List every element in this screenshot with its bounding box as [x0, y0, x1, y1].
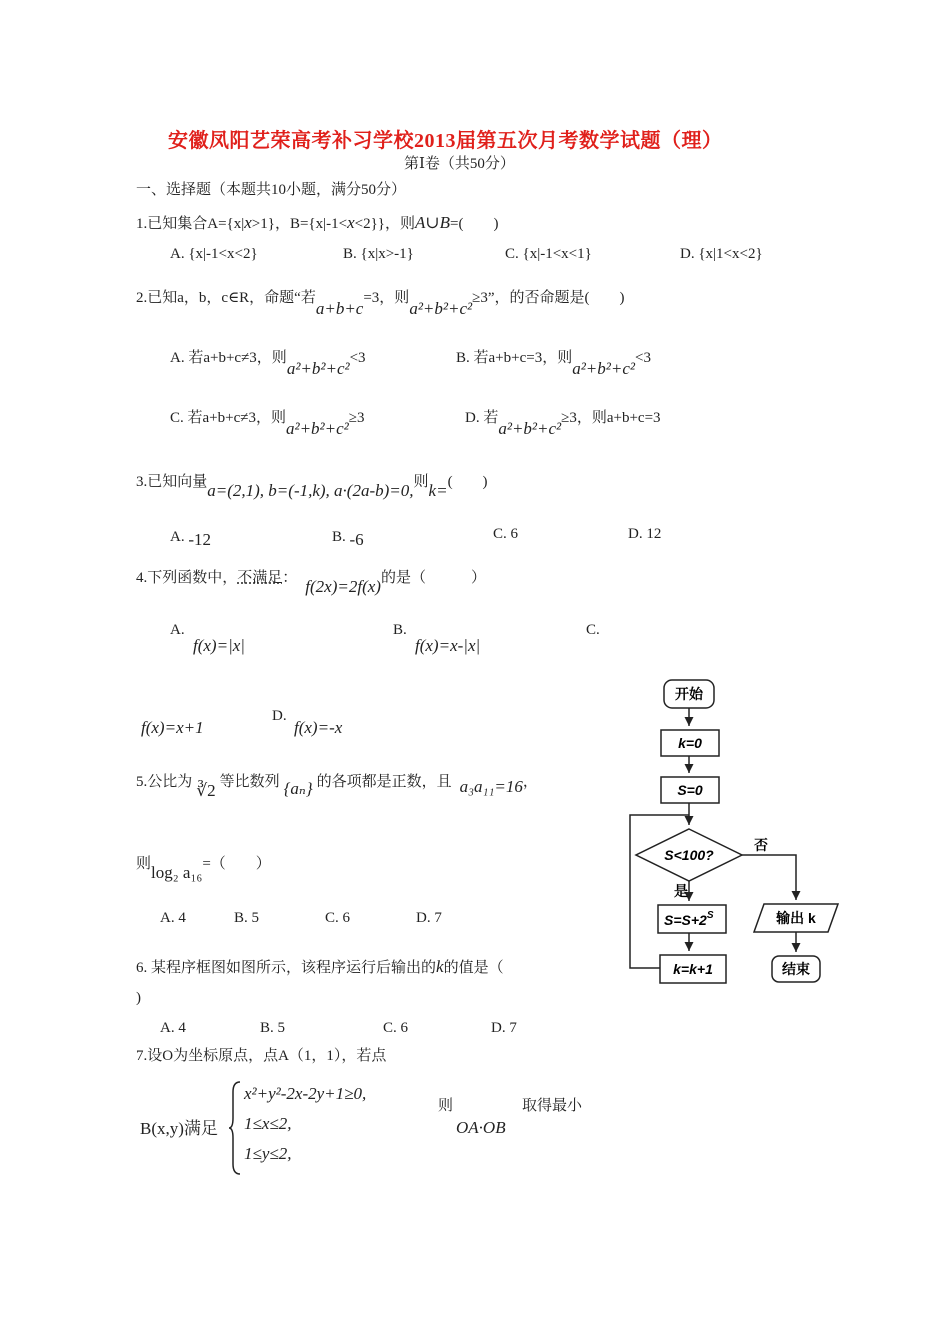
q3-option-d: D. 12 — [628, 526, 662, 542]
svg-text:输出 k: 输出 k — [776, 910, 816, 926]
flow-output — [754, 904, 838, 932]
q5-line-2: 则log₂ a₁₆=（ ） — [136, 856, 271, 882]
q7-condition-2: 1≤x≤2, — [244, 1114, 292, 1133]
question-5: 5.公比为 ∛2 等比数列 {aₙ} 的各项都是正数，且 a₃a₁₁=16， — [136, 774, 538, 800]
section-heading: 一、选择题（本题共10小题，满分50分） — [136, 182, 407, 198]
flow-update-s — [658, 905, 726, 933]
q3-option-b: B. -6 — [332, 529, 364, 549]
svg-text:k=k+1: k=k+1 — [673, 961, 713, 977]
svg-text:S<100?: S<100? — [664, 847, 714, 863]
page-title: 安徽凤阳艺荣高考补习学校2013届第五次月考数学试题（理） — [168, 130, 723, 152]
q7-then: 则 — [438, 1098, 454, 1114]
flow-update-k — [660, 955, 726, 983]
question-2: 2.已知a，b，c∈R，命题“若a+b+c=3，则a²+b²+c²≥3”，的否命题是( ) — [136, 290, 625, 318]
q6-option-a: A. 4 — [160, 1020, 186, 1036]
q1-option-a: A. {x|-1<x<2} — [170, 246, 258, 262]
q2-option-c: C. 若a+b+c≠3，则a²+b²+c²≥3 — [170, 410, 365, 438]
flow-init-s — [661, 777, 719, 803]
question-3: 3.已知向量a=(2,1), b=(-1,k), a·(2a-b)=0,则k=( ) — [136, 474, 488, 500]
q5-option-c: C. 6 — [325, 910, 351, 926]
q7-condition-1: x²+y²-2x-2y+1≥0, — [244, 1084, 367, 1103]
q6-line-2: ) — [136, 990, 141, 1006]
q4-option-a-label: A. — [170, 622, 185, 638]
question-6: 6. 某程序框图如图所示，该程序运行后输出的k的值是（ — [136, 957, 504, 976]
q4-option-d-label: D. — [272, 708, 287, 724]
q7-dot-product: OA·OB — [456, 1118, 506, 1137]
flow-start — [664, 680, 714, 708]
q3-option-a: A. -12 — [170, 529, 212, 549]
q7-condition-3: 1≤y≤2, — [244, 1144, 292, 1163]
q4-option-b: f(x)=x-|x| — [415, 636, 481, 655]
svg-text:结束: 结束 — [782, 961, 810, 977]
q5-option-b: B. 5 — [234, 910, 260, 926]
q4-option-b-label: B. — [393, 622, 407, 638]
q1-option-d: D. {x|1<x<2} — [680, 246, 763, 262]
svg-text:S=S+2S: $S=S+2^S$ — [664, 910, 714, 928]
q5-option-a: A. 4 — [160, 910, 186, 926]
volume-subtitle: 第Ⅰ卷（共50分） — [404, 156, 515, 172]
svg-text:S=0: S=0 — [677, 782, 703, 798]
flow-yes-label: 是 — [674, 883, 688, 899]
flow-condition — [636, 829, 742, 881]
system-brace — [228, 1080, 242, 1176]
flow-end — [772, 956, 820, 982]
q4-option-d: f(x)=-x — [294, 718, 343, 737]
q1-option-b: B. {x|x>-1} — [343, 246, 414, 262]
flowchart — [624, 674, 846, 1004]
q5-option-d: D. 7 — [416, 910, 442, 926]
q7-min-text: 取得最小 — [522, 1098, 583, 1114]
q4-option-c-label: C. — [586, 622, 600, 638]
q6-option-c: C. 6 — [383, 1020, 409, 1036]
q2-option-b: B. 若a+b+c=3，则a²+b²+c²<3 — [456, 350, 651, 378]
flow-init-k — [661, 730, 719, 756]
q2-option-a: A. 若a+b+c≠3，则a²+b²+c²<3 — [170, 350, 366, 378]
svg-text:开始: 开始 — [675, 686, 703, 702]
q4-option-c: f(x)=x+1 — [141, 718, 204, 737]
q2-option-d: D. 若a²+b²+c²≥3，则a+b+c=3 — [465, 410, 661, 438]
q6-option-d: D. 7 — [491, 1020, 517, 1036]
q1-option-c: C. {x|-1<x<1} — [505, 246, 592, 262]
q4-option-a: f(x)=|x| — [193, 636, 245, 655]
question-1: 1.已知集合A={x|x>1}，B={x|-1<x<2}}，则A∪B=( ) — [136, 213, 499, 232]
q3-option-c: C. 6 — [493, 526, 519, 542]
question-4: 4.下列函数中，不满足： f(2x)=2f(x)的是（ ） — [136, 570, 486, 596]
svg-text:k=0: k=0 — [678, 735, 702, 751]
q6-option-b: B. 5 — [260, 1020, 286, 1036]
flow-no-label: 否 — [754, 837, 768, 853]
q7-point-b: B(x,y)满足 — [140, 1119, 218, 1138]
question-7: 7.设O为坐标原点，点A（1，1），若点 — [136, 1048, 387, 1064]
